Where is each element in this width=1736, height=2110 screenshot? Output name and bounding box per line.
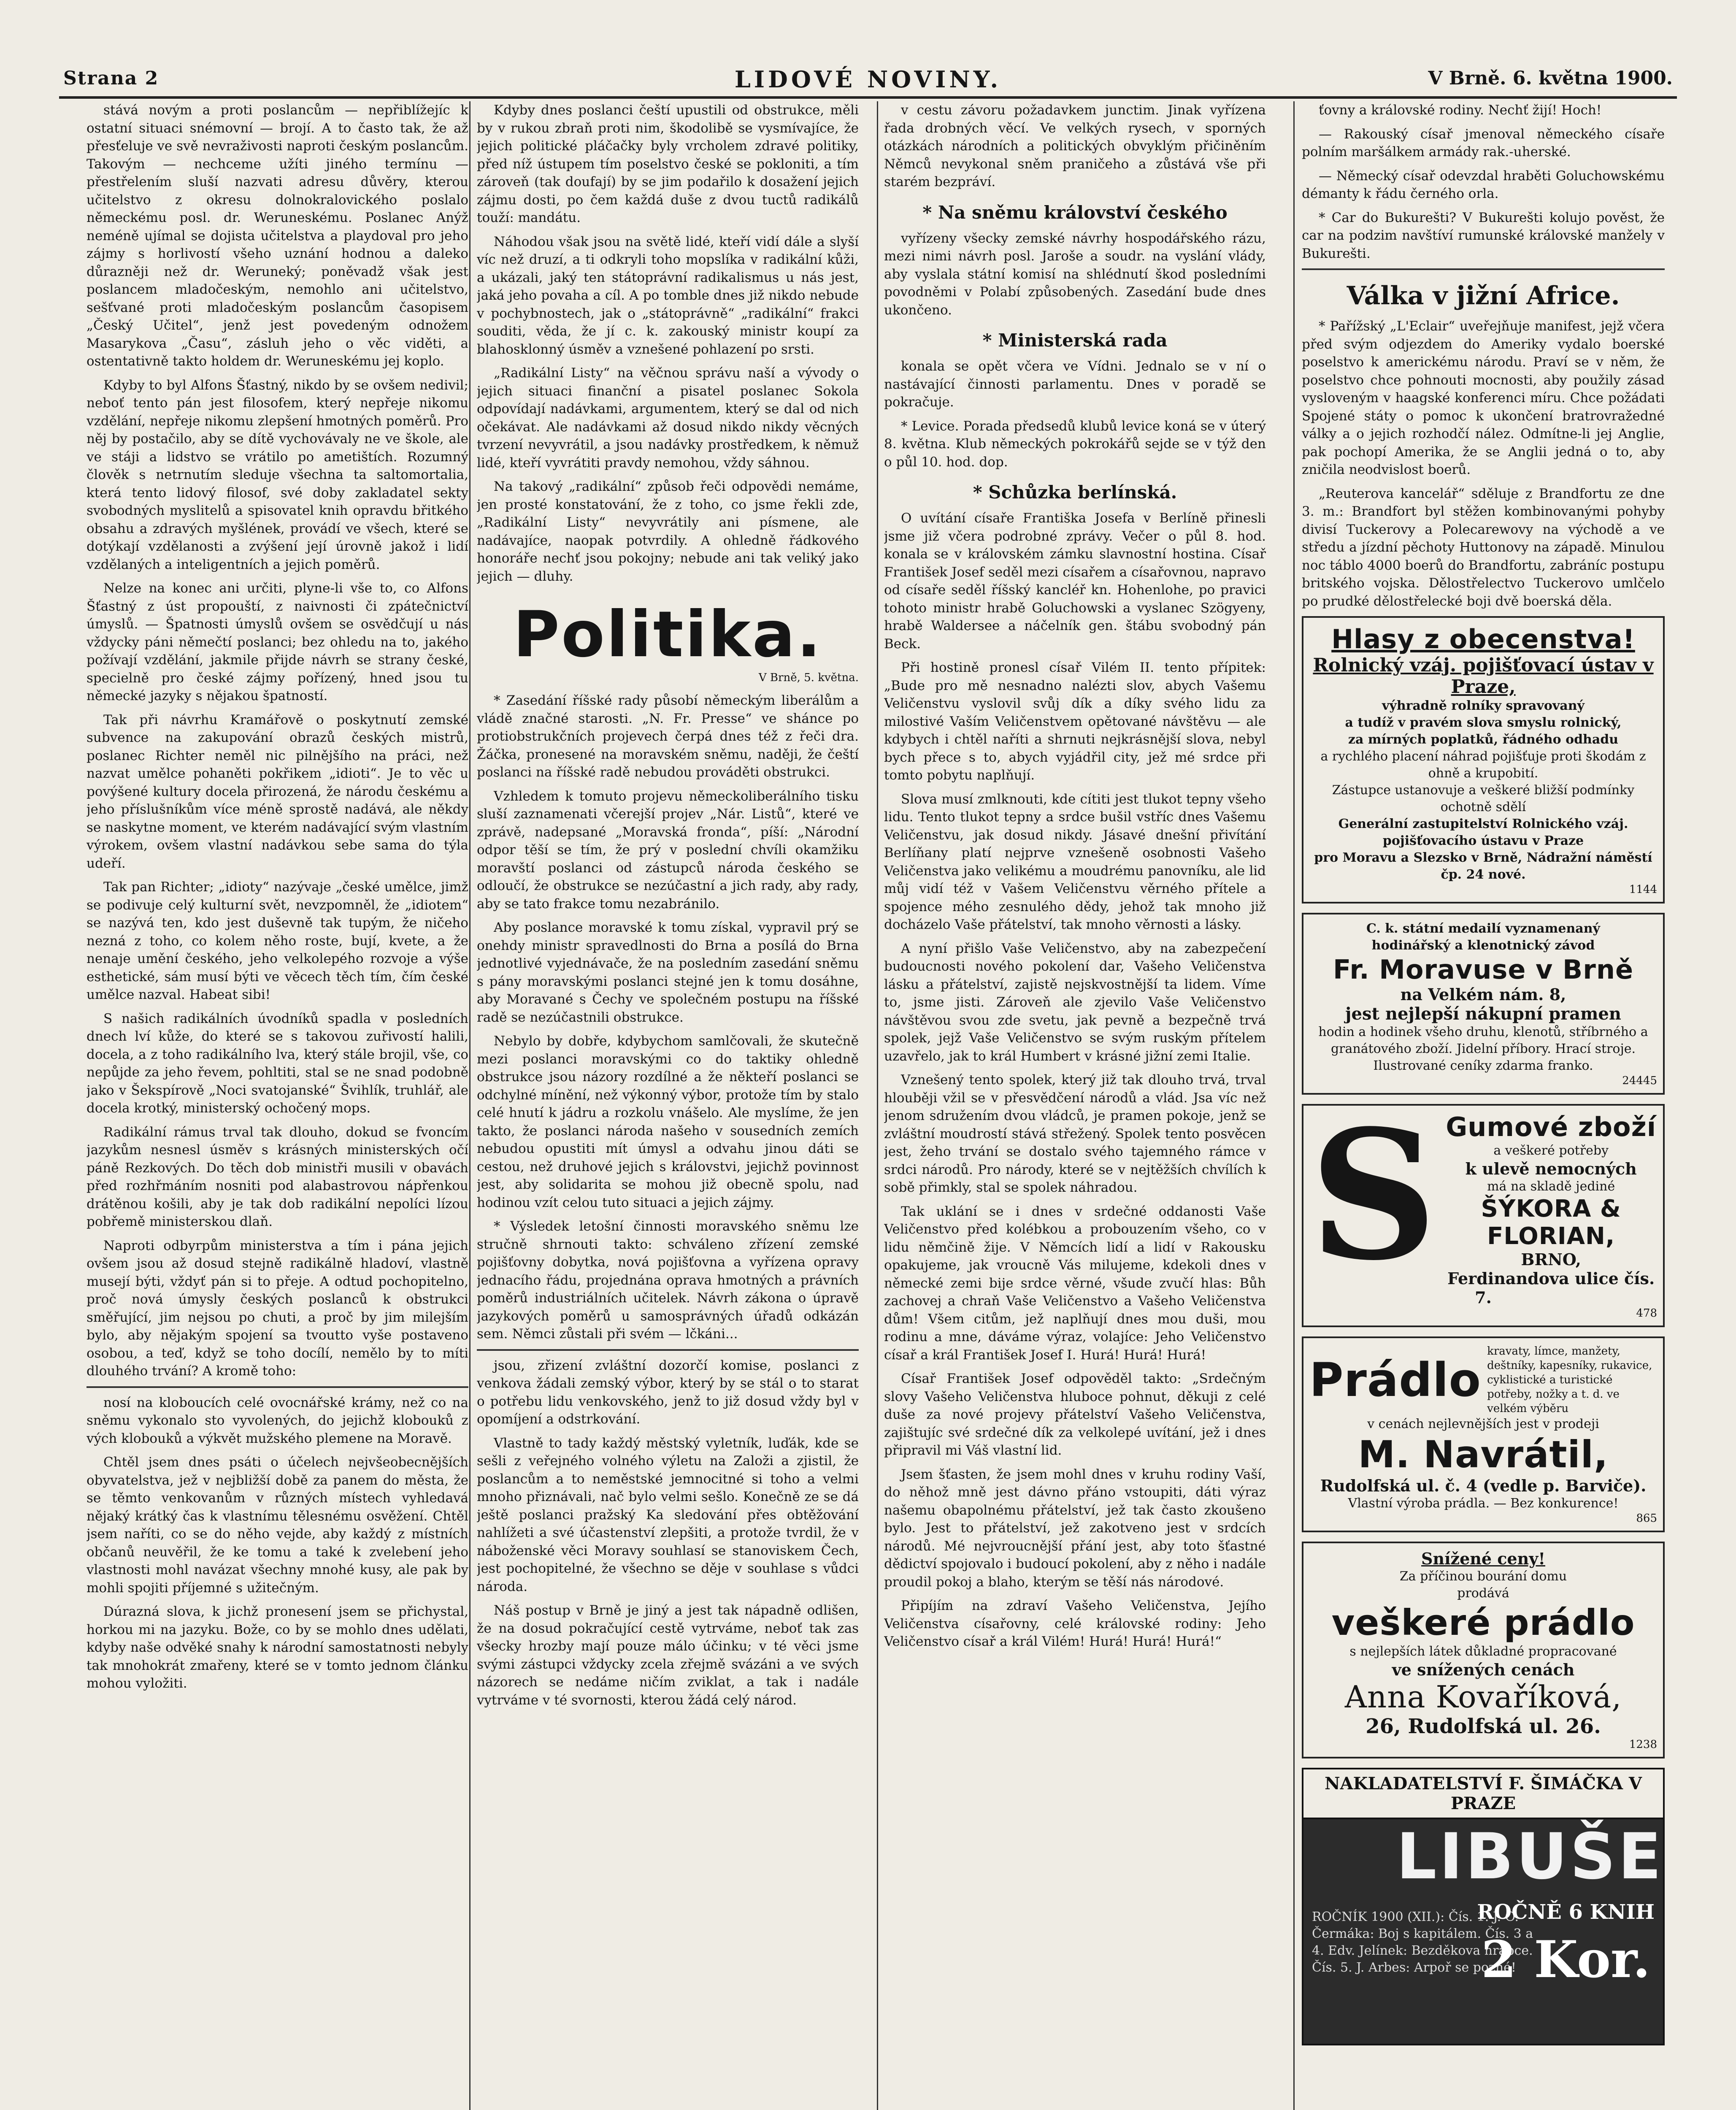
column-divider [1293,101,1295,2110]
ad-line: v cenách nejlevnějších jest v prodeji [1367,1417,1599,1431]
page-header [63,63,1673,97]
ad-desc: hodin a hodinek všeho druhu, klenotů, stříbrného a granátového zboží. Jidelní příbory. Hrací stroje. Ilustrované ceníky zdarma franko. [1318,1025,1648,1073]
paragraph: Připíjím na zdraví Vašeho Veličenstva, Jejího Veličenstva císařovny, celé královské rodiny: Jeho Veličenstvo císař a král Vilém! Hurá! Hurá! Hurá!“ [884,1598,1266,1649]
ad-name: LIBUŠE [1396,1820,1664,1894]
ad-line: pro Moravu a Slezsko v Brně, Nádražní náměstí čp. 24 nové. [1314,850,1652,882]
paragraph: jsou, zřizení zvláštní dozorčí komise, poslanci z venkova žádali zemský výbor, který by se stál o to starat o potřebu lidu venkovského, jenž to již dosud vždy byl v opomíjení a odstrkování. [477,1358,859,1427]
ad-address: na Velkém nám. 8, [1400,985,1566,1004]
subheading: * Ministerská rada [982,330,1168,351]
ad-name: ŠÝKORA & FLORIAN, [1481,1195,1621,1250]
paragraph: — Rakouský císař jmenoval německého císaře polním maršálkem armády rak.-uherské. [1302,126,1665,160]
ad-big: veškeré prádlo [1331,1602,1635,1643]
header-rule [59,96,1677,99]
ad-line: má na skladě jediné [1487,1179,1615,1194]
ad-number: 1238 [1629,1738,1657,1751]
ad-line: s nejlepších látek důkladné propracované [1349,1644,1617,1659]
column-1 [87,101,468,2110]
ad-line: k ulevě nemocných [1465,1159,1637,1178]
ad-headline: Rolnický vzáj. pojišťovací ústav v Praze, [1313,655,1654,698]
advert-watchmaker [1302,913,1665,1095]
paragraph: Radikální rámus trval tak dlouho, dokud se fvoncím jazykům nesnesl úsměv s krásných ministerských očí páně Rezkových. Do těch dob ministři musili v obavách před rozhřmáním nosniti pod alabastrovou nápřenkou drátěnou košili, aby je tak dob radikální nepolíci lízou pobřemě ministerskou dlaň. [87,1124,468,1229]
ad-line: C. k. státní medailí vyznamenaný [1366,921,1600,936]
paragraph: Naproti odbyrpům ministerstva a tím i pána jejich ovšem jsou až dosud stejně radikálně hladoví, vlastně musejí býti, vždyť pán si to přeje. A odtud pochopitelno, proč nová úmysly českých poslanců k obstrukci směřující, jim nejsou po chuti, a proč by jim milejším bylo, aby nějakým spojení sa tvoutto vyše postaveno osobou, a teď, když se toho docílí, nemělo by to míti dlouhého trvání? A kromě toho: [87,1238,468,1379]
ad-number: 865 [1636,1512,1657,1525]
paragraph: Na takový „radikální“ způsob řeči odpovědi nemáme, jen prosté konstatování, že z toho, co jsme řekli zde, „Radikální Listy“ nevyvrátily ani písmene, ale nadávajíce, naopak potvrdily. A ohledně řádkového honoráře nechť jsou pokojny; nebude ani tak veliký jako jejich — dluhy. [477,479,859,584]
paragraph: * Výsledek letošní činnosti moravského sněmu lze stručně shrnouti takto: schváleno zřízení zemské pojišťovny dobytka, nová pojišťovna a vyřízena opravy jednacího řádu, projednána oprava hmotných a právních poměrů industriálních učitelek. Návrh zákona o úpravě jazykových poměrů u samosprávných úřadů odkázán sem. Němci zůstali při svém — lčkáni... [477,1219,859,1342]
paragraph: stává novým a proti poslancům — nepřiblížejíc k ostatní situaci snémovní — brojí. A to často tak, že až přesťeluje ve svě nevraživosti naproti českým poslancům. Takovým — nechceme užíti jiného termínu — přestřelením sluší nazvati adresu důvěry, kterou učitelstvo z okresu dolnokralovického poslalo německému posl. dr. Weruneskému. Poslanec Anýž neméně ujímal se dojista učitelstva a playdoval pro jeho zájmy s horlivostí všeho uznání hodnou a daleko důrazněji než dr. Weruneký; poněvadž však jest poslancem mladočeským, nemohlo ani učitelstvo, sešťvané proti mladočeským poslancům časopisem „Český Učitel“, jenž jest povedeným odnožem Masarykova „Času“, zásluh jeho o věc viděti, a ostentativně takto holdem dr. Weruneskému jej koplo. [87,103,468,369]
ad-number: 478 [1636,1307,1657,1320]
ad-address: Rudolfská ul. č. 4 (vedle p. Barviče). [1320,1476,1647,1495]
ad-city: BRNO, [1521,1250,1581,1269]
advert-libuse [1302,1768,1665,2045]
ad-number: 24445 [1622,1074,1657,1087]
paragraph: Chtěl jsem dnes psáti o účelech nejvšeobecnějších obyvatelstva, jež v nejbližší době za panem do města, že se těmto venkovanům v různých místech vyhledavá nějaký krátký čas k vlastnímu tělesnému osvěžení. Chtěl jsem naříti, co se do něho vejde, aby každý z místních občanů neuvěřil, že ke tomu a také k zvelebení jeho vlastnosti mohl navázat všechny mnohé kusy, ale pak by mohli spojiti příjemné s užitečným. [87,1455,468,1596]
column-3 [884,101,1266,2110]
ad-name: Anna Kovaříková, [1344,1679,1622,1715]
paragraph: Při hostině pronesl císař Vilém II. tento přípitek: „Bude pro mě nesnadno nalézti slov, abych Vašemu Veličenstvu vyslovil svůj dík a díky svého lidu za milostivé Vaším Veličenstvem opětované návštěvu — ale kdybych i chtěl naříti a shrnuti nejkrásnější slova, nebyl bych přece s to, abych vyjádřil city, jež mé srdce při tomto pobytu naplňují. [884,660,1266,783]
column-2 [477,101,859,2110]
paragraph: v cestu závoru požadavkem junctim. Jinak vyřízena řada drobných věcí. Ve velkých rysech, v sporných otázkách národních a politických obvyklým přičiněním Němců nevykonal sněm praničeho a zůstává vše při starém bezpráví. [884,103,1266,189]
paragraph: Vznešený tento spolek, který již tak dlouho trvá, trval hlouběji vžil se v přesvědčení národů a vlád. Jsa víc než jenom sdružením dvou vládců, je pramen pokoje, jenž se zvláštní moudrostí stává střežený. Spolek tento posvěcen jest, žeho trvání se dostalo svého tajemného rámce v srdci národů. Pro národy, které se v nejtěžších chvílích k sobě přimkly, stal se spolek náhradou. [884,1072,1266,1195]
col1-body [87,101,468,1380]
ad-line: hodinářský a klenotnický závod [1371,938,1595,953]
ad-line: výhradně rolníky spravovaný [1382,698,1585,713]
paragraph: Kdyby dnes poslanci čeští upustili od obstrukce, měli by v rukou zbraň proti nim, škodolibě se vysmívajíce, že jejich politické pláčačky byly vrcholem zdravé politiky, před níž ústupem tím poselstvo české se pokloniti, a tím zároveň (tak doufají) by se jim podařilo k dosažení jejich zájmu dosti, po čem každá duše z dvou tuctů radikálů touží: mandátu. [477,103,859,225]
paragraph: Nelze na konec ani určiti, plyne-li vše to, co Alfons Šťastný z úst propouští, z naivnosti či zpátečnictví úmyslů. — Špatnosti úmyslů ovšem se osvědčují u nás vždycky páni němečtí poslanci; bez ohledu na to, jakého požívají vzdělání, jakmile přijde návrh se strany české, specielně pro české zájmy pořízený, hned jsou tu německé jazyky s nějakou špatností. [87,581,468,703]
ad-line: a tudíž v pravém slova smyslu rolnický, [1345,715,1622,730]
section-rule [1302,268,1665,270]
paragraph: „Radikální Listy“ na věčnou správu naší a vývody o jejich situaci finanční a pisatel poslanec Sokola odpovídají nadávkami, argumentem, který se dal od nich očekávat. Ale nadávkami až dosud nikdo nikdy věcných tvrzení nevyvrátil, a jsou nadávky prostředkem, k němuž lidé, kteří vyvrátiti pravdy nemohou, vždy sáhnou. [477,365,859,471]
ad-line: za mírných poplatků, řádného odhadu [1348,732,1619,747]
paragraph: Kdyby to byl Alfons Šťastný, nikdo by se ovšem nedivil; neboť tento pán jest filosofem, který nepřeje nikomu vzdělání, nepřeje nikomu zlepšení hmotných poměrů. Pro něj by postačilo, aby se dítě vychovávaly ne ve škole, ale ve stáji a lidstvo se vrátilo po ametištích. Rozumný člověk s netrnutím sleduje všechna ta saltomortalia, která tento lidový filosof, své doby zakladatel sekty svobodných myslitelů a spisovatel knih opravdu břitkého obsahu a zdravých myšlének, provádí ve všech, které se dotýkají vzdělanosti a zvýšení její úrovně jakož i lidí vzdělaných a inteligentních a jejich poměrů. [87,377,468,572]
ad-line: Vlastní výroba prádla. — Bez konkurence! [1348,1496,1619,1511]
ad-line: ve snížených cenách [1392,1660,1575,1679]
advert-insurance [1302,616,1665,904]
paragraph: Dúrazná slova, k jichž pronesení jsem se přichystal, horkou mi na jazyku. Bože, co by se mohlo dnes udělati, kdyby naše odvěké snahy k národní samostatnosti nebyly tak mnohokrát zmařeny, které se v tomto jednom článku mohou vyložiti. [87,1604,468,1691]
ad-price: 2 Kor. [1481,1930,1650,1989]
paragraph: A nyní přišlo Vaše Veličenstvo, aby na zabezpečení budoucnosti nového pokolení dar, Vašeho Veličenstva lásku a přátelství, zajistě nejskvostnější ta lidem. Víme to, jsme jisti. Zároveň ale zjevilo Vaše Veličenstvo návštěvou svou zde svetu, jak pevně a bezpečně trvá spolek, jejž Vaše Veličenstvo se svým ruským přítelem uzavřelo, jak to král Humbert v krásné jižní zemi Italie. [884,941,1266,1064]
section-rule [477,1349,859,1351]
paragraph: Císař František Josef odpověděl takto: „Srdečným slovy Vašeho Veličenstva hluboce pohnut, děkuji z celé duše za nové projevy přátelství Vašeho Veličenstva, zajištujíc své srdečné dík za velkolepé uvítání, jež i dnes připravil mi Váš vlastní lid. [884,1371,1266,1458]
ad-line: a veškeré potřeby [1493,1143,1609,1158]
advert-rubber-goods [1302,1104,1665,1327]
paragraph: S našich radikálních úvodníků spadla v posledních dnech lví kůže, do které se s takovou zuřivostí halili, docela, a z toho radikálního lva, který stále brojil, vše, co nepůjde za jeho řevem, pohltiti, stal se ne snad podobně jako v Šekspírově „Noci svatojanské“ Švihlík, truhlář, ale docela krotký, ministerský ochočený mops. [87,1011,468,1116]
ad-address: 26, Rudolfská ul. 26. [1366,1715,1601,1738]
ad-line: prodává [1457,1586,1509,1601]
ad-big: Prádlo [1309,1353,1482,1407]
paragraph: * Pařížský „L'Eclair“ uveřejňuje manifest, jejž včera před svým odjezdem do Ameriky vydalo boerské poselstvo k americkému národu. Praví se v něm, že poselstvo chce pohnouti mocnosti, aby použily zásad vysloveným v haagské konferenci míru. Chce požádati Spojené státy o pomoc k ukončení bratrovražedné války a o jejich rozhodčí nález. Odmítne-li jej Anglie, pak pochopí Amerika, že se Anglii jedná o to, aby zničila neodvislost boerů. [1302,319,1665,477]
paragraph: * Levice. Porada předsedů klubů levice koná se v úterý 8. května. Klub německých pokrokářů sejde se v týž den o půl 10. hod. dop. [884,418,1266,470]
ad-line: Zástupce ustanovuje a veškeré bližší podmínky ochotně sdělí [1332,783,1635,814]
subheading: * Na sněmu království českého [922,202,1228,223]
paragraph: Náš postup v Brně je jiný a jest tak nápadně odlišen, že na dosud pokračující cestě vytrváme, neboť tak zas všecky hrozby mají pouze málo účinku; v té věci jsme svými zástupci vždycky zcela zřejmě svázáni a ve svých názorech se nedáme ničím zviklat, a tak i nadále vytrváme v té svornosti, kterou žádá celý národ. [477,1603,859,1708]
ad-address: Ferdinandova ulice čís. 7. [1447,1269,1655,1307]
paragraph: „Reuterova kancelář“ sděluje z Brandfortu ze dne 3. m.: Brandfort byl stěžen kombinovanými pohyby divisí Tuckerovy a Polecarewovy na východě a ve středu a jízdní pěchoty Huttonovy na západě. Minulou noc táblo 4000 boerů do Brandfortu, zabráníc postupu britského vojska. Dělostřelectvo Tuckerovo umlčelo po prudké dělostřelecké boji dvě boerská děla. [1302,486,1665,609]
ad-line: a rychlého placení náhrad pojišťuje proti škodám z ohně a krupobití. [1320,749,1646,781]
ad-name: M. Navrátil, [1358,1433,1609,1476]
paragraph: Vzhledem k tomuto projevu německoliberálního tisku sluší zaznamenati včerejší projev „Nár. Listů“, které ve zprávě, nadepsané „Moravská fronda“, píší: „Národní odpor těší se tím, že prý v poslední chvíli okamžiku moravští poslanci od zástupců národa českého se odloučí, že obstrukce se nezúčastní a jich rady, aby rady, aby se tato frakce tomu nezabránilo. [477,788,859,912]
paragraph: Nebylo by dobře, kdybychom samlčovali, že skutečně mezi poslanci moravskými co do taktiky ohledně obstrukce jsou názory rozdílné a že někteří poslanci se odchylné mínění, než výkonný výbor, protože tím by stalo celé hnutí k jádru a rozkolu vnášelo. Ale myslíme, že jen takto, že poslanci národa našeho v sousedních zemích nebudou opustiti mít úmysl a odvahu jinou dáti se cestou, než druhové jejich s královstvi, jejichž povinnost jest, aby solidarita se mohou již obecně spolu, nad hodinou vzít celou tuto situaci a jejich zájmy. [477,1033,859,1210]
ad-initial: S [1309,1104,1438,1300]
paragraph: * Zasedání říšské rady působí německým liberálům a vládě značné starosti. „N. Fr. Presse“ ve shánce po protiobstrukčních projevech čerpá dnes též z řeči dra. Žáčka, pronesené na moravském sněmu, naději, že čeští poslanci na říšské radě nebudou prováděti obstrukci. [477,693,859,780]
advert-sale [1302,1542,1665,1758]
ad-note: ROČNÍK 1900 (XII.): Čís. 1. J. O. Čermáka: Boj s kapitálem. Čís. 3 a 4. Edv. Jelínek: Bezděkova hrabce. Čís. 5. J. Arbes: Arpoř se pozné! [1312,1910,1533,1975]
paragraph: nosí na klobou​cích celé ovocnářské krámy, než co na sněmu vykonalo sto vyvolených, do jejichž klobouků z vých klobouků a výkvět mužského plemene na Moravě. [87,1395,468,1446]
issue-date: V Brně. 6. května 1900. [1428,68,1673,89]
paragraph: Tak uklání se i dnes v srdečné oddanosti Vaše Veličenstvo před kolébkou a probouzením všeho, co v lidu němčině žije. V Němcích lidí a lidí v Rakousku opakujeme, jak vroucně Vás milujeme, kdekoli dnes v německé zemi bije srdce věrné, všude zvučí hlas: Bůh zachovej a chraň Vaše Veličenstvo a Vašeho Veličenstva dům! Všem citům, jež naplňují dnes mou duši, mou rodinu a mne, dáváme výraz, volajíce: Jeho Veličenstvo císař a král František Josef I. Hurá! Hurá! Hurá! [884,1204,1266,1363]
column-divider [469,101,471,2110]
paragraph: * Car do Bukurešti? V Bukurešti kolujo pověst, že car na podzim navštíví rumunské královské manžely v Bukurešti. [1302,210,1665,261]
column-4 [1302,101,1665,2110]
ad-year: ROČNĚ 6 KNIH [1477,1900,1655,1924]
ad-name: Fr. Moravuse v Brně [1333,954,1634,985]
paragraph: O uvítání císaře Františka Josefa v Berlíně přinesli jsme již včera podrobné zprávy. Večer o půl 8. hod. konala se v královském zámku slavnostní hostina. Císař František Josef seděl mezi císařem a císařovnou, napravo od císaře seděl říšský kancléř kn. Hohenlohe, po pravici tohoto ministr hrabě Goluchowski a vyslanec Szögyeny, hrabě Waldersee a náčelník gen. štábu svobodný pán Beck. [884,511,1266,652]
paragraph: ťovny a královské rodiny. Nechť žijí! Hoch! [1319,103,1602,118]
paragraph: Tak při návrhu Kramářově o poskytnutí zemské subvence na zakupování obrazů českých mistrů, poslanec Richter neměl nic pilnějšího na práci, než nazvat umělce pohaněti pokřikem „idioti“. Je to věc u povýšené kultury docela přirozená, že národu českému a jeho příslušníkům více méně sprostě nadává, ale někdy se naskytne moment, ve kterém nadávající svým vlastním výrokem, ovšem vlastní nadávkou sebe sama do týla udeří. [87,712,468,871]
ad-number: 1144 [1629,883,1657,896]
dateline: V Brně, 5. května. [758,671,859,684]
paragraph: Náhodou však jsou na světě lidé, kteří vidí dále a slyší víc než druzí, a ti odkryli toho mopslíka v radikální kůži, a ukázali, jaký ten státoprávní radikalismus u nás jest, jaká jeho povaha a cíl. A po tomble dnes již nikdo nebude v pochybnostech, jak o „státoprávně“ „radikální“ frakci souditi, věda, že jí c. k. zakouský ministr koupí za blahosklonný úsměv a vznešené pohlazení po srsti. [477,234,859,357]
subheading: * Schůzka berlínská. [973,482,1177,503]
advert-linen [1302,1336,1665,1532]
paragraph: konala se opět včera ve Vídni. Jednalo se v ní o nastávající činnosti parlamentu. Dnes v poradě se pokračuje. [884,359,1266,410]
paragraph: Vlastně to tady každý městský vyletník, luďák, kde se sešli z veřejného volného výletu na Založi a zjistil, že poslancům a to neměstské jemnocitné si toho a velmi mnoho přiznávali, nač bylo velmi sešlo. Konečně ze se dá ještě poslanci pražský Ka sledování přes obtěžování nahlížeti a své účastenství zlepšiti, a protože tvrdil, že v náboženské věci Moravy souhlasí se stanoviskem Čech, jest pochopitelné, že všechno se děje v souhlase s vůdci národa. [477,1435,859,1594]
ad-line: Generální zastupitelství Rolnického vzáj. pojišťovacího ústavu v Praze [1338,817,1628,848]
paragraph: Slova musí zmlknouti, kde cítiti jest tlukot tepny všeho lidu. Tento tlukot tepny a srdce bušil vstříc dnes Vašemu Veličenstvu, jak dosud nikdy. Jásavé dnešní přivítání Berlíňany platí nejprve vznešeně osobnosti Vašeho Veličenstva jako velikému a moudrému panovníku, ale lid můj vidí též v Vašem Veličenstvu věrného přítele a spojence mého zesnulého dědy, jehož tak mnoho již docházelo Vaše přátelství, tak mnoho věrnosti a lásky. [884,791,1266,932]
ad-title: Hlasy z obecenstva! [1331,624,1635,655]
page-number: Strana 2 [63,68,159,89]
ad-headline: jest nejlepší nákupní pramen [1345,1004,1621,1024]
section-rule [87,1386,468,1388]
ad-line: Za příčinou bourání domu [1399,1569,1567,1584]
paragraph: Aby poslance moravské k tomu získal, vypravil prý se onehdy ministr spravedlnosti do Brna a posílá do Brna jednotlivé vyjednávače, že na posledním zasedání sněmu s pány moravskými poslanci stejné jen k tomu dosáhne, aby Moravané s Čechy ve společném postupu na říšské radě se nezúčastnili obstrukce. [477,920,859,1025]
war-heading: Válka v jižní Africe. [1347,281,1620,311]
ad-title: Gumové zboží [1446,1112,1656,1142]
paragraph: — Německý císař odevzdal hraběti Goluchowskému démanty k řádu černého orla. [1302,168,1665,201]
section-title-politika: Politika. [513,598,822,671]
paragraph: Tak pan Richter; „idioty“ nazývaje „české umělce, jimž se podivuje celý kulturní svět, nevzpomněl, že „idiotem“ se nazývá ten, kdo jest duševně tak tupým, že ničeho nezná z toho, co kolem něho roste, bují, kvete, a že nenaje umění českého, jeho velkolepého rozvoje a výše esthetické, sám musí býti ve věcech těch tím, čím české umělce nazval. Habeat sibi! [87,879,468,1002]
column-divider [877,101,878,2110]
paragraph: Jsem šťasten, že jsem mohl dnes v kruhu rodiny Vaší, do něhož mně jest dávno přáno vstoupiti, dáti výraz našemu obapolnému přátelství, jež tak často zkoušeno bylo. Jest to přátelství, jež zakotveno jest v srdcích národů. Mé nejvroucnější přání jest, aby toto šťastné dědictví spojovalo i budoucí pokolení, aby z něho i nadále proudil pokoj a blaho, kterým se těší nás národové. [884,1466,1266,1590]
ad-band: NAKLADATELSTVÍ F. ŠIMÁČKA V PRAZE [1303,1769,1663,1819]
masthead: LIDOVÉ NOVINY. [734,66,1002,93]
ad-desc: kravaty, límce, manžety, deštníky, kapesníky, rukavice, cyklistické a turistické potřeby, nožky a t. d. ve velkém výběru [1487,1345,1652,1415]
ad-title: Snížené ceny! [1421,1549,1545,1568]
paragraph: vyřízeny všecky zemské návrhy hospodářského rázu, mezi nimi návrh posl. Jaroše a soudr. na vyslání vlády, aby vyslala státní komisí na shlédnutí škod posledními povodněmi v Polabí způsobených. Zasedání bude dnes ukončeno. [884,230,1266,318]
